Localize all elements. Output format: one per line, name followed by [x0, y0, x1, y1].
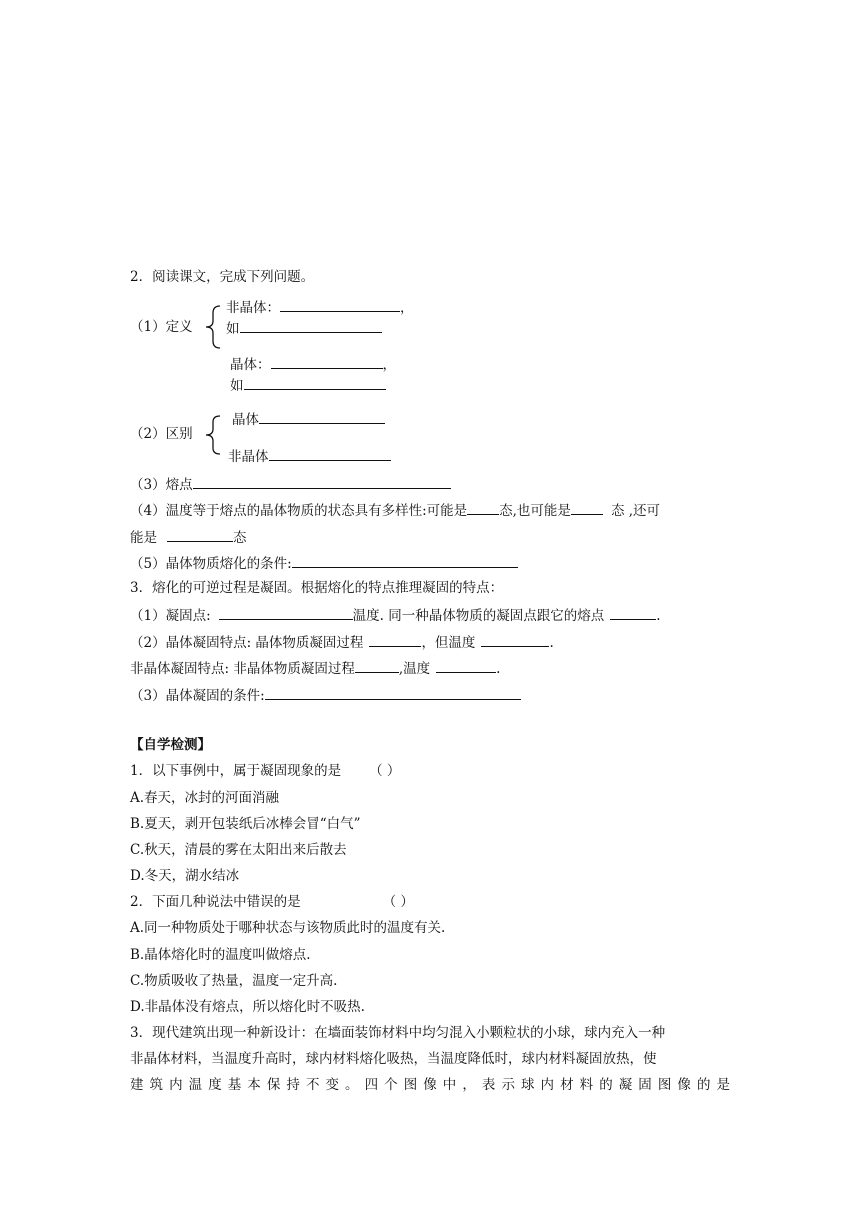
test-q2-text: 2．下面几种说法中错误的是: [130, 894, 301, 910]
q4-text-d: 能是: [130, 530, 157, 546]
test-q2-option: D.非晶体没有熔点，所以熔化时不吸热.: [130, 999, 365, 1015]
s3-q1-line: [130, 605, 661, 623]
period: .: [549, 635, 554, 651]
def-crystal-line: [230, 354, 396, 372]
q2-difference-label: （2）区别: [130, 426, 193, 442]
ru-label: 如: [226, 321, 240, 337]
amorphous-freezing-blank[interactable]: [355, 658, 399, 673]
q5-line: [130, 553, 518, 571]
s3-q3-label: （3）晶体凝固的条件:: [130, 688, 265, 704]
amorphous-example-line: [226, 318, 382, 336]
crystal-text: 晶体: [232, 412, 259, 428]
q4-text-c: 态 ,还可: [610, 503, 661, 519]
crystal-label: 晶体：: [230, 357, 271, 373]
amorphous-example-blank[interactable]: [240, 318, 382, 333]
test-q1-option: C.秋天，清晨的雾在太阳出来后散去: [130, 842, 347, 858]
s3-q1-text-a: （1）凝固点:: [130, 608, 211, 624]
test-q2-option: B.晶体熔化时的温度叫做熔点.: [130, 947, 311, 963]
q4-line-2: [130, 527, 247, 545]
s3-q1-text-b: 温度. 同一种晶体物质的凝固点跟它的熔点: [352, 608, 605, 624]
test-q1-option: A.春天，冰封的河面消融: [130, 790, 280, 806]
s3-q3-line: [130, 685, 521, 703]
q4-text-a: （4）温度等于熔点的晶体物质的状态具有多样性:可能是: [130, 503, 468, 519]
ru-label: 如: [230, 378, 244, 394]
crystal-freezing-blank[interactable]: [369, 632, 421, 647]
period: .: [656, 608, 661, 624]
amorphous-temp-blank[interactable]: [436, 658, 496, 673]
diff-crystal-blank[interactable]: [259, 409, 385, 424]
s3-q2-text-b: ，但温度: [421, 635, 476, 651]
test-q2-option: C.物质吸收了热量，温度一定升高.: [130, 973, 338, 989]
s3-q2c-text-b: ,温度: [398, 661, 431, 677]
comma: ，: [400, 300, 414, 316]
q4-text-e: 态: [233, 530, 247, 546]
q3-label: （3）熔点: [130, 477, 193, 493]
melting-point-blank[interactable]: [193, 474, 451, 489]
q5-blank[interactable]: [292, 553, 518, 568]
q4-blank-2[interactable]: [571, 500, 603, 515]
freezing-point-blank[interactable]: [219, 605, 353, 620]
q1-definition-label: （1）定义: [130, 319, 193, 335]
s3-title: 3．熔化的可逆过程是凝固。根据熔化的特点推理凝固的特点：: [130, 580, 504, 596]
s3-q2-text-a: （2）晶体凝固特点: 晶体物质凝固过程: [130, 635, 364, 651]
amorphous-label: 非晶体：: [226, 300, 280, 316]
def-amorphous-line: [226, 297, 414, 315]
crystal-example-blank[interactable]: [244, 375, 386, 390]
crystal-temp-blank[interactable]: [481, 632, 549, 647]
amorphous-def-blank[interactable]: [280, 297, 400, 312]
brace-icon: [200, 304, 224, 350]
s3-q2c-text-a: 非晶体凝固特点: 非晶体物质凝固过程: [130, 661, 355, 677]
test-q1-option: B.夏天，剥开包装纸后冰棒会冒“白气”: [130, 816, 361, 832]
self-test-heading: 【自学检测】: [130, 737, 211, 753]
comma: ，: [382, 357, 396, 373]
test-q1-option: D.冬天，湖水结冰: [130, 868, 240, 884]
amorphous-text: 非晶体: [228, 449, 269, 465]
test-q2-option: A.同一种物质处于哪种状态与该物质此时的温度有关.: [130, 920, 446, 936]
q5-label: （5）晶体物质熔化的条件:: [130, 556, 292, 572]
answer-paren[interactable]: （ ）: [382, 894, 414, 910]
brace-icon: [200, 414, 224, 456]
test-q3-line: 3．现代建筑出现一种新设计：在墙面装饰材料中均匀混入小颗粒状的小球，球内充入一种: [130, 1025, 666, 1041]
crystal-example-line: [230, 375, 386, 393]
q3-melting-point-line: [130, 474, 451, 492]
s3-q2-line: [130, 632, 554, 650]
q4-blank-3[interactable]: [167, 527, 233, 542]
freezing-condition-blank[interactable]: [265, 685, 521, 700]
diff-crystal-line: [232, 409, 385, 427]
test-q3-line: 非晶体材料，当温度升高时，球内材料熔化吸热，当温度降低时，球内材料凝固放热，使: [130, 1051, 657, 1067]
q4-text-b: 态,也可能是: [499, 503, 571, 519]
s2-title: 2．阅读课文，完成下列问题。: [130, 269, 315, 285]
crystal-def-blank[interactable]: [271, 354, 383, 369]
diff-amorphous-blank[interactable]: [269, 446, 391, 461]
s3-q2c-line: [130, 658, 500, 676]
diff-amorphous-line: [228, 446, 391, 464]
q4-blank-1[interactable]: [467, 500, 499, 515]
test-q1-text: 1．以下事例中，属于凝固现象的是: [130, 763, 342, 779]
test-q2: [130, 893, 414, 911]
q4-line-1: [130, 500, 660, 518]
freezing-compare-blank[interactable]: [610, 605, 656, 620]
answer-paren[interactable]: （ ）: [369, 763, 401, 779]
test-q1: [130, 762, 400, 780]
period: .: [496, 661, 501, 677]
test-q3-line: 建筑内温度基本保持不变。四个图像中，表示球内材料的凝固图像的是: [130, 1077, 730, 1093]
